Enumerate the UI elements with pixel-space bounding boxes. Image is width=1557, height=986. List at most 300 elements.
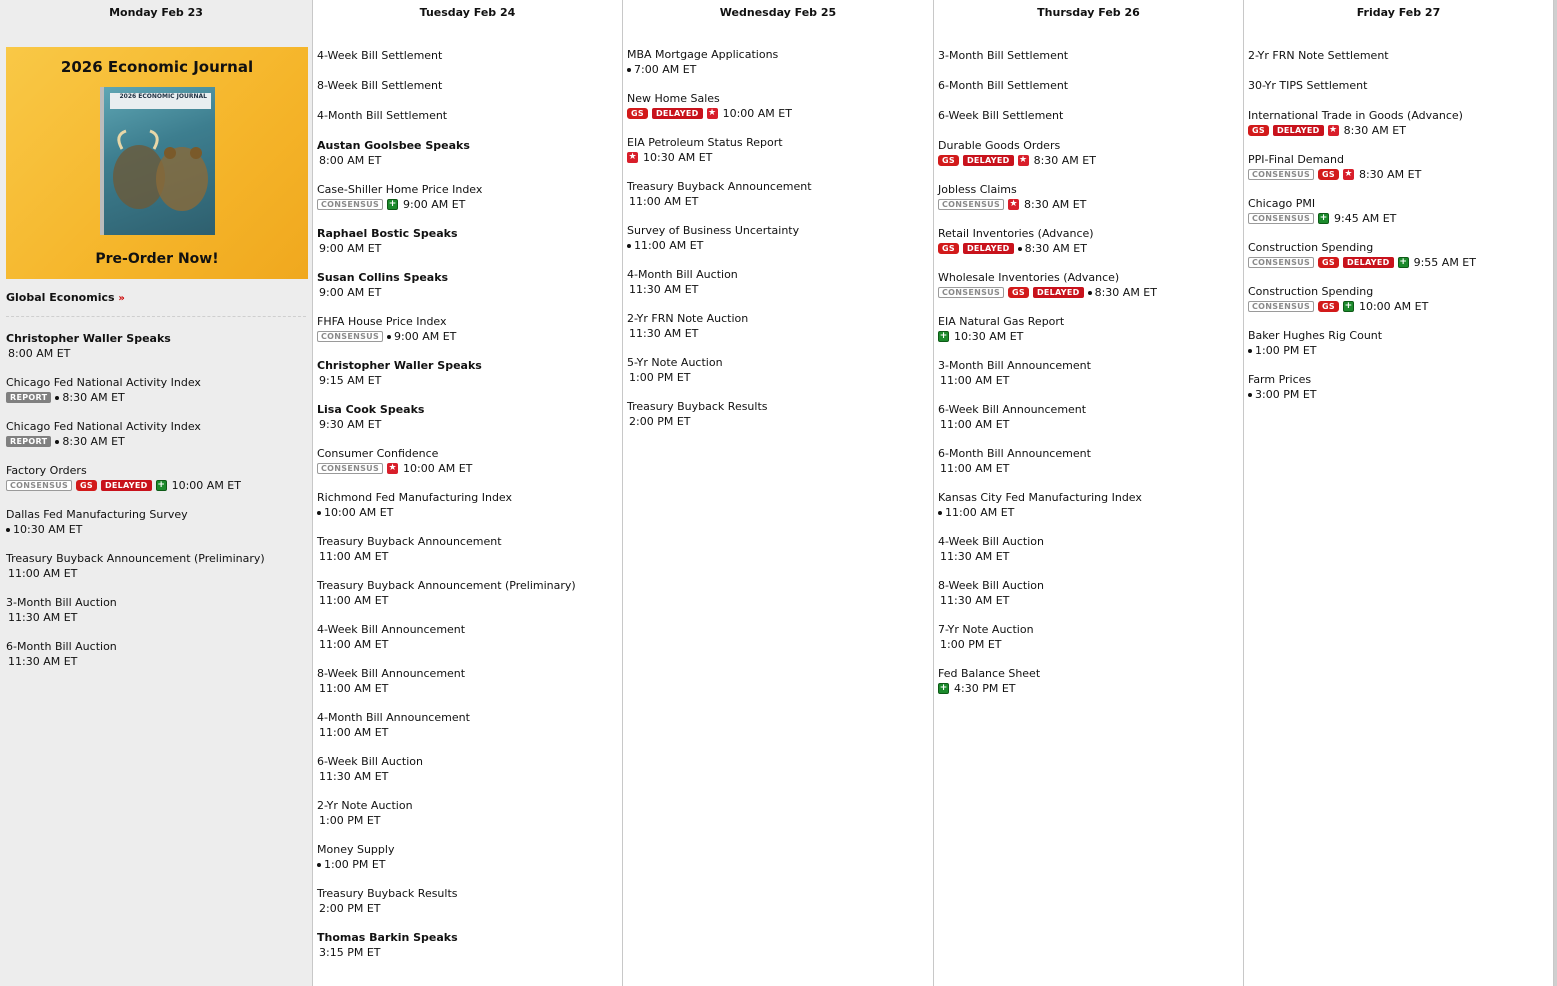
gs-badge[interactable]: GS	[627, 108, 648, 119]
event-meta	[317, 153, 618, 168]
event-meta	[1248, 123, 1549, 138]
calendar-event[interactable]	[938, 138, 1239, 172]
event-title[interactable]: 8-Week Bill Settlement	[317, 79, 443, 92]
calendar-event[interactable]	[938, 622, 1239, 656]
event-title[interactable]: Austan Goolsbee Speaks	[317, 139, 470, 152]
event-meta	[627, 150, 929, 165]
event-time: 9:55 AM ET	[1413, 256, 1476, 269]
event-title[interactable]: 2-Yr Note Auction	[317, 799, 413, 812]
event-title[interactable]: 6-Week Bill Auction	[317, 755, 423, 768]
event-title[interactable]: 3-Month Bill Announcement	[938, 359, 1091, 372]
event-meta	[317, 241, 618, 256]
calendar-event[interactable]	[317, 402, 618, 436]
calendar-event[interactable]	[938, 358, 1239, 392]
calendar-event[interactable]	[6, 551, 306, 585]
calendar-event[interactable]	[1248, 48, 1549, 68]
report-badge: REPORT	[6, 392, 51, 403]
calendar-event[interactable]	[317, 754, 618, 788]
bullet-dot-icon	[55, 396, 59, 400]
delayed-badge: DELAYED	[963, 243, 1014, 254]
calendar-event[interactable]	[938, 534, 1239, 568]
calendar-event[interactable]	[1248, 196, 1549, 230]
event-meta	[317, 505, 618, 520]
event-time: 7:00 AM ET	[634, 63, 697, 76]
event-meta	[317, 197, 618, 212]
calendar-event[interactable]	[317, 842, 618, 876]
calendar-event[interactable]	[627, 47, 929, 81]
calendar-event[interactable]	[317, 182, 618, 216]
event-time: 11:30 AM ET	[940, 594, 1010, 607]
plus-icon: +	[157, 480, 165, 490]
event-time: 1:00 PM ET	[629, 371, 691, 384]
star-icon: ★	[628, 152, 637, 162]
event-time: 1:00 PM ET	[319, 814, 381, 827]
event-meta	[317, 637, 618, 652]
event-title[interactable]: 8-Week Bill Announcement	[317, 667, 466, 680]
gs-badge[interactable]: GS	[1318, 301, 1339, 312]
calendar-event[interactable]	[938, 490, 1239, 524]
event-title[interactable]: EIA Natural Gas Report	[938, 315, 1065, 328]
event-meta	[317, 329, 618, 344]
event-meta	[317, 285, 618, 300]
event-time: 11:00 AM ET	[319, 726, 389, 739]
calendar-event[interactable]	[627, 91, 929, 125]
event-title[interactable]: Chicago Fed National Activity Index	[6, 420, 201, 433]
event-meta	[627, 282, 929, 297]
star-icon: ★	[388, 463, 397, 473]
consensus-badge[interactable]: CONSENSUS	[1248, 257, 1314, 268]
bullet-dot-icon	[1088, 291, 1092, 295]
event-time: 11:00 AM ET	[945, 506, 1015, 519]
calendar-event[interactable]	[317, 666, 618, 700]
event-meta	[938, 417, 1239, 432]
day-header: Wednesday Feb 25	[719, 6, 837, 19]
event-meta	[6, 522, 306, 537]
report-badge: REPORT	[6, 436, 51, 447]
consensus-badge[interactable]: CONSENSUS	[317, 199, 383, 210]
event-time: 8:30 AM ET	[1024, 242, 1087, 255]
bullet-dot-icon	[627, 244, 631, 248]
event-meta	[938, 285, 1239, 300]
plus-icon: +	[1319, 213, 1328, 223]
event-meta	[317, 417, 618, 432]
event-title[interactable]: 6-Month Bill Settlement	[938, 79, 1069, 92]
event-meta	[627, 238, 929, 253]
event-meta	[6, 434, 306, 449]
event-title[interactable]: Treasury Buyback Announcement (Preliminary)	[6, 552, 265, 565]
event-meta	[627, 106, 929, 121]
event-time: 3:00 PM ET	[1255, 388, 1317, 401]
event-time: 8:00 AM ET	[8, 347, 71, 360]
event-title[interactable]: Wholesale Inventories (Advance)	[938, 271, 1120, 284]
event-time: 9:45 AM ET	[1334, 212, 1397, 225]
event-title[interactable]: Treasury Buyback Results	[627, 400, 768, 413]
calendar-event[interactable]	[1248, 152, 1549, 186]
event-time: 10:00 AM ET	[324, 506, 394, 519]
event-meta	[317, 681, 618, 696]
event-title[interactable]: New Home Sales	[627, 92, 720, 105]
delayed-badge: DELAYED	[652, 108, 703, 119]
calendar-event[interactable]	[938, 666, 1239, 700]
event-title[interactable]: 6-Month Bill Auction	[6, 640, 117, 653]
event-meta	[317, 549, 618, 564]
day-column-monday	[0, 0, 313, 986]
bullet-dot-icon	[387, 335, 391, 339]
bullet-dot-icon	[1018, 247, 1022, 251]
event-title[interactable]: Thomas Barkin Speaks	[317, 931, 458, 944]
event-time: 8:30 AM ET	[1343, 124, 1406, 137]
calendar-event[interactable]	[627, 311, 929, 345]
bullet-dot-icon	[317, 511, 321, 515]
event-time: 4:30 PM ET	[954, 682, 1016, 695]
event-title[interactable]: Baker Hughes Rig Count	[1248, 329, 1383, 342]
event-time: 9:15 AM ET	[319, 374, 382, 387]
event-title[interactable]: Chicago Fed National Activity Index	[6, 376, 201, 389]
bullet-dot-icon	[938, 511, 942, 515]
calendar-event[interactable]	[317, 710, 618, 744]
event-title[interactable]: EIA Petroleum Status Report	[627, 136, 783, 149]
event-meta	[938, 241, 1239, 256]
event-time: 8:00 AM ET	[319, 154, 382, 167]
day-column-tuesday	[313, 0, 623, 986]
event-meta	[317, 725, 618, 740]
calendar-event[interactable]	[1248, 78, 1549, 98]
event-time: 11:00 AM ET	[319, 550, 389, 563]
calendar-event[interactable]	[317, 138, 618, 172]
preorder-cta[interactable]: Pre-Order Now!	[95, 251, 219, 267]
event-title[interactable]: 2-Yr FRN Note Settlement	[1248, 49, 1389, 62]
event-title[interactable]: Case-Shiller Home Price Index	[317, 183, 483, 196]
calendar-event[interactable]	[317, 358, 618, 392]
event-meta	[938, 505, 1239, 520]
calendar-event[interactable]	[938, 578, 1239, 612]
event-list	[623, 26, 933, 433]
event-title[interactable]: 6-Week Bill Announcement	[938, 403, 1087, 416]
calendar-event[interactable]	[938, 446, 1239, 480]
bullet-dot-icon	[6, 528, 10, 532]
gs-badge[interactable]: GS	[1318, 257, 1339, 268]
day-column-wednesday	[623, 0, 934, 986]
event-title[interactable]: Treasury Buyback Announcement	[627, 180, 812, 193]
event-time: 1:00 PM ET	[324, 858, 386, 871]
event-time: 8:30 AM ET	[1094, 286, 1157, 299]
promo-banner[interactable]	[6, 47, 308, 279]
day-column-thursday	[934, 0, 1244, 986]
event-time: 10:00 AM ET	[171, 479, 241, 492]
event-title[interactable]: 4-Month Bill Auction	[627, 268, 738, 281]
event-meta	[938, 329, 1239, 344]
calendar-event[interactable]	[317, 930, 618, 964]
event-time: 11:30 AM ET	[629, 327, 699, 340]
event-title[interactable]: Susan Collins Speaks	[317, 271, 449, 284]
calendar-event[interactable]	[627, 179, 929, 213]
event-meta	[627, 62, 929, 77]
event-title[interactable]: Jobless Claims	[938, 183, 1017, 196]
event-meta	[938, 549, 1239, 564]
global-economics-link[interactable]	[6, 291, 306, 317]
event-meta	[317, 945, 618, 960]
event-time: 10:30 AM ET	[954, 330, 1024, 343]
event-title[interactable]: Richmond Fed Manufacturing Index	[317, 491, 513, 504]
event-title[interactable]: 3-Month Bill Auction	[6, 596, 117, 609]
event-title[interactable]: 2-Yr FRN Note Auction	[627, 312, 749, 325]
event-meta	[1248, 343, 1549, 358]
consensus-badge[interactable]: CONSENSUS	[317, 331, 383, 342]
calendar-event[interactable]	[938, 182, 1239, 216]
calendar-event[interactable]	[317, 78, 618, 98]
event-time: 11:00 AM ET	[629, 195, 699, 208]
event-title[interactable]: 6-Week Bill Settlement	[938, 109, 1064, 122]
calendar-event[interactable]	[317, 314, 618, 348]
calendar-event[interactable]	[6, 331, 306, 365]
calendar-event[interactable]	[1248, 328, 1549, 362]
delayed-badge: DELAYED	[963, 155, 1014, 166]
calendar-event[interactable]	[938, 48, 1239, 68]
event-time: 11:00 AM ET	[319, 682, 389, 695]
event-time: 11:30 AM ET	[629, 283, 699, 296]
calendar-event[interactable]	[6, 639, 306, 673]
event-title[interactable]: Treasury Buyback Results	[317, 887, 458, 900]
star-icon: ★	[1329, 125, 1338, 135]
event-title[interactable]: Survey of Business Uncertainty	[627, 224, 800, 237]
event-time: 11:00 AM ET	[940, 462, 1010, 475]
event-time: 11:00 AM ET	[940, 374, 1010, 387]
event-title[interactable]: Christopher Waller Speaks	[317, 359, 482, 372]
event-meta	[938, 593, 1239, 608]
event-title[interactable]: Construction Spending	[1248, 285, 1374, 298]
event-title[interactable]: Fed Balance Sheet	[938, 667, 1041, 680]
event-time: 10:30 AM ET	[643, 151, 713, 164]
calendar-event[interactable]	[627, 355, 929, 389]
calendar-event[interactable]	[1248, 372, 1549, 406]
event-time: 1:00 PM ET	[940, 638, 1002, 651]
calendar-event[interactable]	[317, 534, 618, 568]
gs-badge[interactable]: GS	[76, 480, 97, 491]
event-title[interactable]: 4-Week Bill Settlement	[317, 49, 443, 62]
bullet-dot-icon	[55, 440, 59, 444]
bullet-dot-icon	[317, 863, 321, 867]
calendar-event[interactable]	[938, 226, 1239, 260]
calendar-event[interactable]	[938, 78, 1239, 98]
event-title[interactable]: Kansas City Fed Manufacturing Index	[938, 491, 1142, 504]
event-meta	[6, 566, 306, 581]
event-title[interactable]: FHFA House Price Index	[317, 315, 447, 328]
event-meta	[317, 593, 618, 608]
event-title[interactable]: Retail Inventories (Advance)	[938, 227, 1094, 240]
event-meta	[938, 153, 1239, 168]
consensus-badge[interactable]: CONSENSUS	[1248, 169, 1314, 180]
star-icon: ★	[1344, 169, 1353, 179]
calendar-event[interactable]	[6, 463, 306, 497]
calendar-event[interactable]	[317, 886, 618, 920]
global-economics-label[interactable]: Global Economics	[6, 291, 115, 304]
bullet-dot-icon	[627, 68, 631, 72]
consensus-badge[interactable]: CONSENSUS	[6, 480, 72, 491]
gs-badge[interactable]: GS	[1318, 169, 1339, 180]
event-title[interactable]: Christopher Waller Speaks	[6, 332, 171, 345]
calendar-event[interactable]	[1248, 108, 1549, 142]
event-meta	[6, 478, 306, 493]
calendar-event[interactable]	[627, 267, 929, 301]
event-title[interactable]: 30-Yr TIPS Settlement	[1248, 79, 1368, 92]
gs-badge[interactable]: GS	[1008, 287, 1029, 298]
event-meta	[317, 373, 618, 388]
gs-badge[interactable]: GS	[1248, 125, 1269, 136]
event-title[interactable]: Raphael Bostic Speaks	[317, 227, 458, 240]
consensus-badge[interactable]: CONSENSUS	[317, 463, 383, 474]
event-meta	[6, 346, 306, 361]
event-time: 2:00 PM ET	[629, 415, 691, 428]
event-meta	[938, 197, 1239, 212]
day-header: Tuesday Feb 24	[419, 6, 516, 19]
event-meta	[1248, 167, 1549, 182]
event-meta	[1248, 211, 1549, 226]
day-header: Friday Feb 27	[1356, 6, 1441, 19]
event-time: 10:00 AM ET	[403, 462, 473, 475]
calendar-event[interactable]	[317, 270, 618, 304]
calendar-event[interactable]	[317, 798, 618, 832]
event-title[interactable]: PPI-Final Demand	[1248, 153, 1344, 166]
calendar-event[interactable]	[627, 135, 929, 169]
event-meta	[1248, 387, 1549, 402]
event-title[interactable]: 4-Month Bill Settlement	[317, 109, 448, 122]
event-title[interactable]: 4-Month Bill Announcement	[317, 711, 470, 724]
event-title[interactable]: 5-Yr Note Auction	[627, 356, 723, 369]
event-meta	[938, 461, 1239, 476]
calendar-event[interactable]	[938, 314, 1239, 348]
calendar-event[interactable]	[6, 507, 306, 541]
event-title[interactable]: 7-Yr Note Auction	[938, 623, 1034, 636]
event-meta	[627, 370, 929, 385]
consensus-badge[interactable]: CONSENSUS	[938, 199, 1004, 210]
event-title[interactable]: Dallas Fed Manufacturing Survey	[6, 508, 188, 521]
event-time: 11:00 AM ET	[319, 594, 389, 607]
event-meta	[938, 637, 1239, 652]
event-time: 11:00 AM ET	[319, 638, 389, 651]
calendar-event[interactable]	[938, 108, 1239, 128]
gs-badge[interactable]: GS	[938, 243, 959, 254]
event-title[interactable]: 8-Week Bill Auction	[938, 579, 1044, 592]
event-meta	[317, 813, 618, 828]
event-title[interactable]: Treasury Buyback Announcement (Preliminary)	[317, 579, 576, 592]
event-time: 9:00 AM ET	[319, 286, 382, 299]
event-time: 8:30 AM ET	[1033, 154, 1096, 167]
calendar-event[interactable]	[1248, 240, 1549, 274]
event-time: 8:30 AM ET	[62, 391, 125, 404]
calendar-event[interactable]	[317, 490, 618, 524]
calendar-event[interactable]	[6, 375, 306, 409]
calendar-event[interactable]	[317, 446, 618, 480]
event-title[interactable]: Money Supply	[317, 843, 395, 856]
event-time: 1:00 PM ET	[1255, 344, 1317, 357]
delayed-badge: DELAYED	[1273, 125, 1324, 136]
calendar-event[interactable]	[6, 419, 306, 453]
calendar-event[interactable]	[317, 48, 618, 68]
calendar-event[interactable]	[627, 399, 929, 433]
chevron-right-icon: »	[118, 293, 125, 304]
journal-cover-image	[100, 87, 215, 235]
event-time: 3:15 PM ET	[319, 946, 381, 959]
plus-icon: +	[1399, 257, 1407, 267]
event-meta	[317, 901, 618, 916]
event-time: 11:00 AM ET	[940, 418, 1010, 431]
event-time: 11:30 AM ET	[940, 550, 1010, 563]
event-time: 11:30 AM ET	[319, 770, 389, 783]
star-icon: ★	[1009, 199, 1018, 209]
calendar-event[interactable]	[317, 226, 618, 260]
delayed-badge: DELAYED	[101, 480, 152, 491]
event-title[interactable]: Factory Orders	[6, 464, 87, 477]
event-title[interactable]: Chicago PMI	[1248, 197, 1316, 210]
event-list	[934, 26, 1243, 700]
event-meta	[6, 610, 306, 625]
calendar-event[interactable]	[938, 402, 1239, 436]
event-meta	[317, 461, 618, 476]
event-time: 9:30 AM ET	[319, 418, 382, 431]
day-column-friday	[1244, 0, 1554, 986]
event-meta	[6, 390, 306, 405]
event-title[interactable]: Farm Prices	[1248, 373, 1312, 386]
event-title[interactable]: Consumer Confidence	[317, 447, 439, 460]
plus-icon: +	[939, 683, 948, 693]
event-list	[313, 26, 622, 964]
consensus-badge[interactable]: CONSENSUS	[938, 287, 1004, 298]
event-title[interactable]: 3-Month Bill Settlement	[938, 49, 1069, 62]
calendar-event[interactable]	[317, 578, 618, 612]
event-title[interactable]: Lisa Cook Speaks	[317, 403, 425, 416]
event-meta	[627, 194, 929, 209]
calendar-event[interactable]	[938, 270, 1239, 304]
bullet-dot-icon	[1248, 393, 1252, 397]
event-time: 10:00 AM ET	[722, 107, 792, 120]
event-title[interactable]: Treasury Buyback Announcement	[317, 535, 502, 548]
promo-title: 2026 Economic Journal	[60, 58, 254, 76]
event-time: 11:30 AM ET	[8, 655, 78, 668]
event-list	[0, 317, 312, 673]
event-time: 8:30 AM ET	[1358, 168, 1422, 181]
event-meta	[1248, 255, 1549, 270]
event-time: 9:00 AM ET	[319, 242, 382, 255]
calendar-event[interactable]	[317, 108, 618, 128]
calendar-event[interactable]	[627, 223, 929, 257]
calendar-event[interactable]	[317, 622, 618, 656]
event-meta	[317, 857, 618, 872]
event-title[interactable]: 4-Week Bill Auction	[938, 535, 1044, 548]
day-header: Monday Feb 23	[109, 6, 203, 19]
delayed-badge: DELAYED	[1033, 287, 1084, 298]
event-time: 10:30 AM ET	[13, 523, 83, 536]
calendar-event[interactable]	[6, 595, 306, 629]
event-meta	[317, 769, 618, 784]
gs-badge[interactable]: GS	[938, 155, 959, 166]
delayed-badge: DELAYED	[1343, 257, 1394, 268]
event-time: 11:00 AM ET	[8, 567, 78, 580]
calendar-event[interactable]	[1248, 284, 1549, 318]
event-title[interactable]: 4-Week Bill Announcement	[317, 623, 466, 636]
event-time: 10:00 AM ET	[1358, 300, 1429, 313]
event-time: 11:00 AM ET	[634, 239, 704, 252]
consensus-badge[interactable]: CONSENSUS	[1248, 301, 1314, 312]
plus-icon: +	[939, 331, 948, 341]
event-title[interactable]: International Trade in Goods (Advance)	[1248, 109, 1463, 122]
event-title[interactable]: 6-Month Bill Announcement	[938, 447, 1091, 460]
star-icon: ★	[1019, 155, 1028, 165]
event-title[interactable]: MBA Mortgage Applications	[627, 48, 779, 61]
event-title[interactable]: Construction Spending	[1248, 241, 1374, 254]
consensus-badge[interactable]: CONSENSUS	[1248, 213, 1314, 224]
event-title[interactable]: Durable Goods Orders	[938, 139, 1061, 152]
event-list	[1244, 26, 1553, 406]
